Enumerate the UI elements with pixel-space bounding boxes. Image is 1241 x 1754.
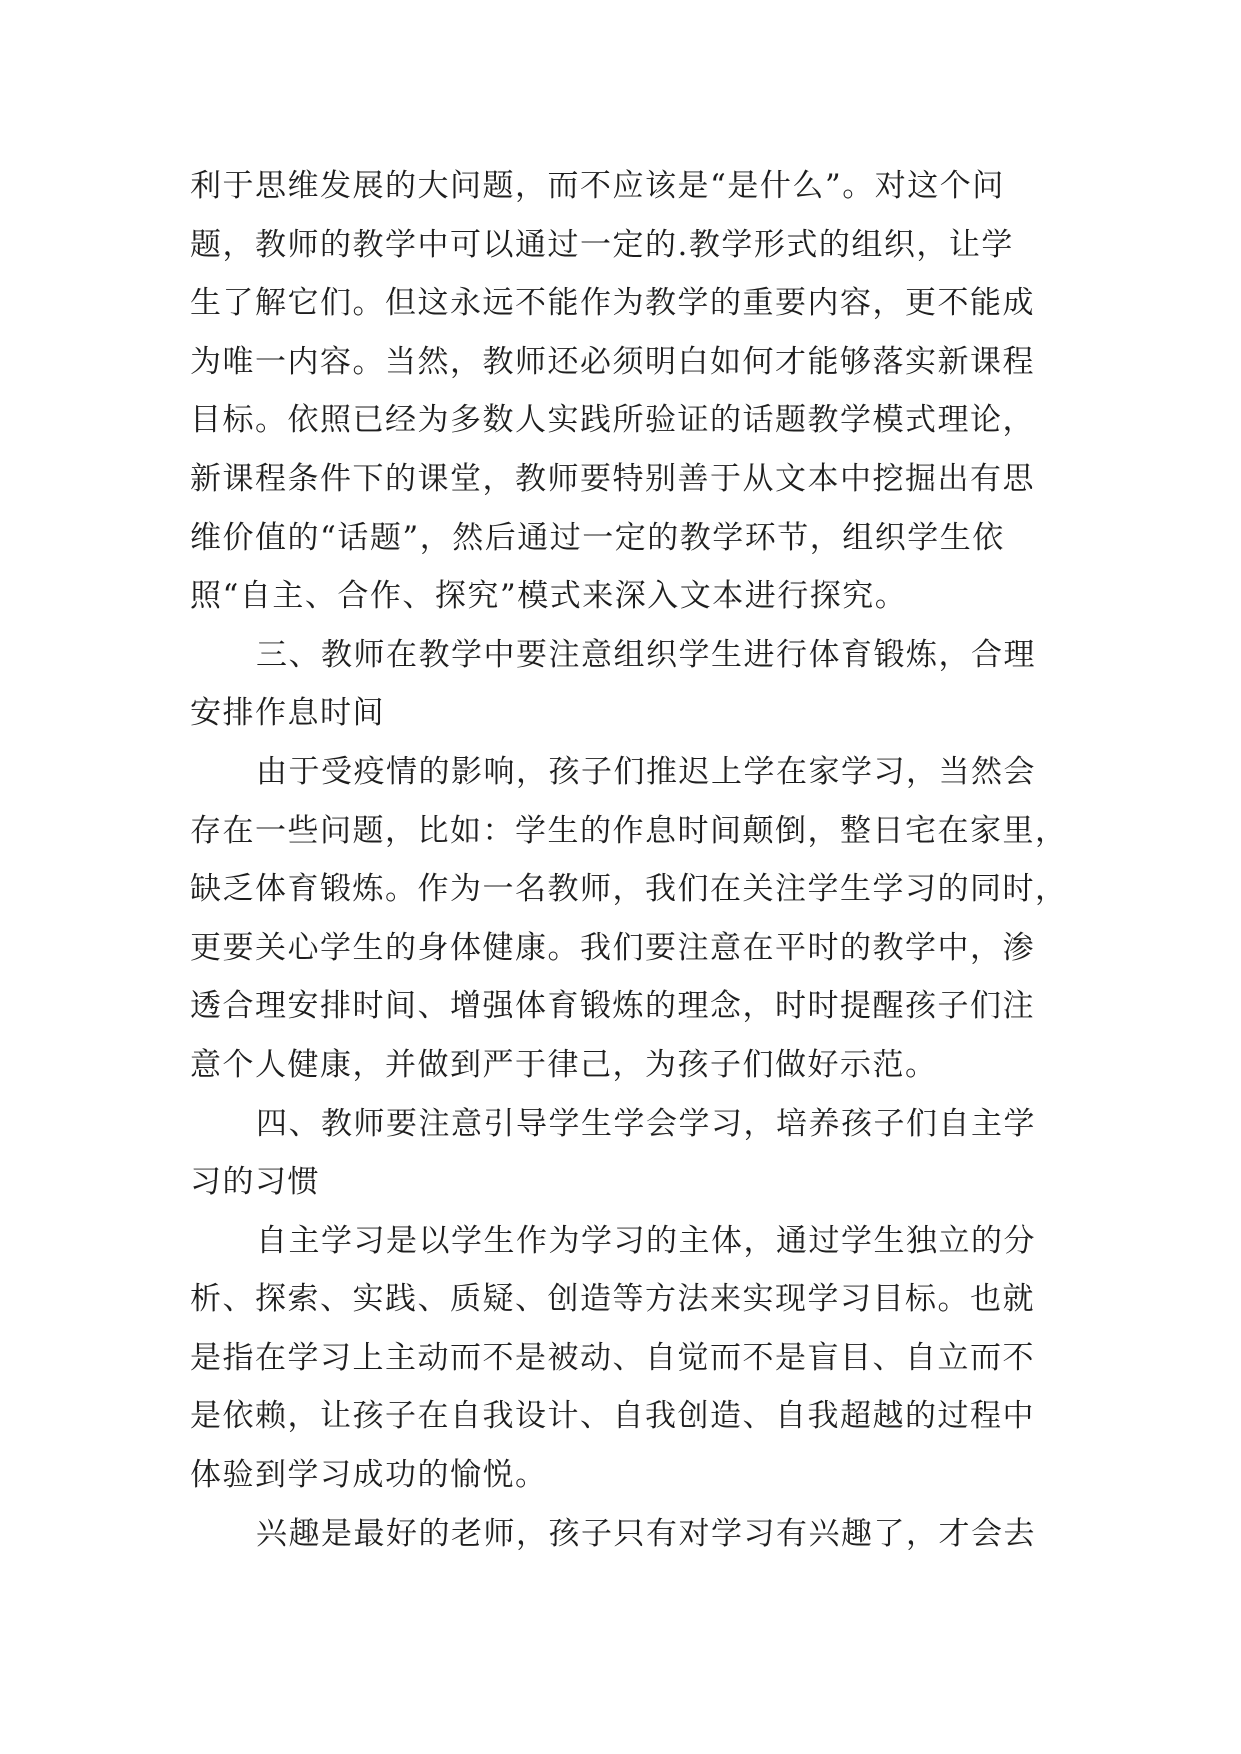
text-line: 是指在学习上主动而不是被动、自觉而不是盲目、自立而不 bbox=[190, 1339, 1035, 1376]
text-line: 更要关心学生的身体健康。我们要注意在平时的教学中，渗 bbox=[190, 929, 1035, 966]
text-line: 新课程条件下的课堂，教师要特别善于从文本中挖掘出有思 bbox=[190, 460, 1035, 497]
text-line: 由于受疫情的影响，孩子们推迟上学在家学习，当然会 bbox=[256, 753, 1036, 790]
section-heading-line: 安排作息时间 bbox=[190, 695, 385, 732]
text-line: 目标。依照已经为多数人实践所验证的话题教学模式理论， bbox=[190, 402, 1035, 439]
section-heading-line: 三、教师在教学中要注意组织学生进行体育锻炼，合理 bbox=[256, 636, 1036, 673]
text-line: 析、探索、实践、质疑、创造等方法来实现学习目标。也就 bbox=[190, 1281, 1035, 1318]
text-line: 自主学习是以学生作为学习的主体，通过学生独立的分 bbox=[256, 1222, 1036, 1259]
text-line: 缺乏体育锻炼。作为一名教师，我们在关注学生学习的同时， bbox=[190, 871, 1068, 908]
text-line: 照“自主、合作、探究”模式来深入文本进行探究。 bbox=[190, 578, 908, 615]
section-heading-line: 习的习惯 bbox=[190, 1164, 320, 1201]
text-line: 是依赖，让孩子在自我设计、自我创造、自我超越的过程中 bbox=[190, 1398, 1035, 1435]
section-heading-line: 四、教师要注意引导学生学会学习，培养孩子们自主学 bbox=[256, 1105, 1036, 1142]
text-line: 生了解它们。但这永远不能作为教学的重要内容，更不能成 bbox=[190, 285, 1035, 322]
document-body bbox=[190, 157, 1068, 1563]
text-line: 维价值的“话题”，然后通过一定的教学环节，组织学生依 bbox=[190, 519, 1005, 556]
text-line: 存在一些问题，比如：学生的作息时间颠倒，整日宅在家里， bbox=[190, 812, 1068, 849]
text-line: 利于思维发展的大问题，而不应该是“是什么”。对这个问 bbox=[190, 168, 1005, 204]
text-line: 题，教师的教学中可以通过一定的.教学形式的组织，让学 bbox=[190, 226, 1014, 263]
text-line: 为唯一内容。当然，教师还必须明白如何才能够落实新课程 bbox=[190, 343, 1035, 380]
text-line: 意个人健康，并做到严于律己，为孩子们做好示范。 bbox=[190, 1046, 938, 1083]
text-line: 体验到学习成功的愉悦。 bbox=[190, 1457, 548, 1494]
text-line: 透合理安排时间、增强体育锻炼的理念，时时提醒孩子们注 bbox=[190, 988, 1035, 1025]
text-line: 兴趣是最好的老师，孩子只有对学习有兴趣了，才会去 bbox=[256, 1515, 1036, 1552]
